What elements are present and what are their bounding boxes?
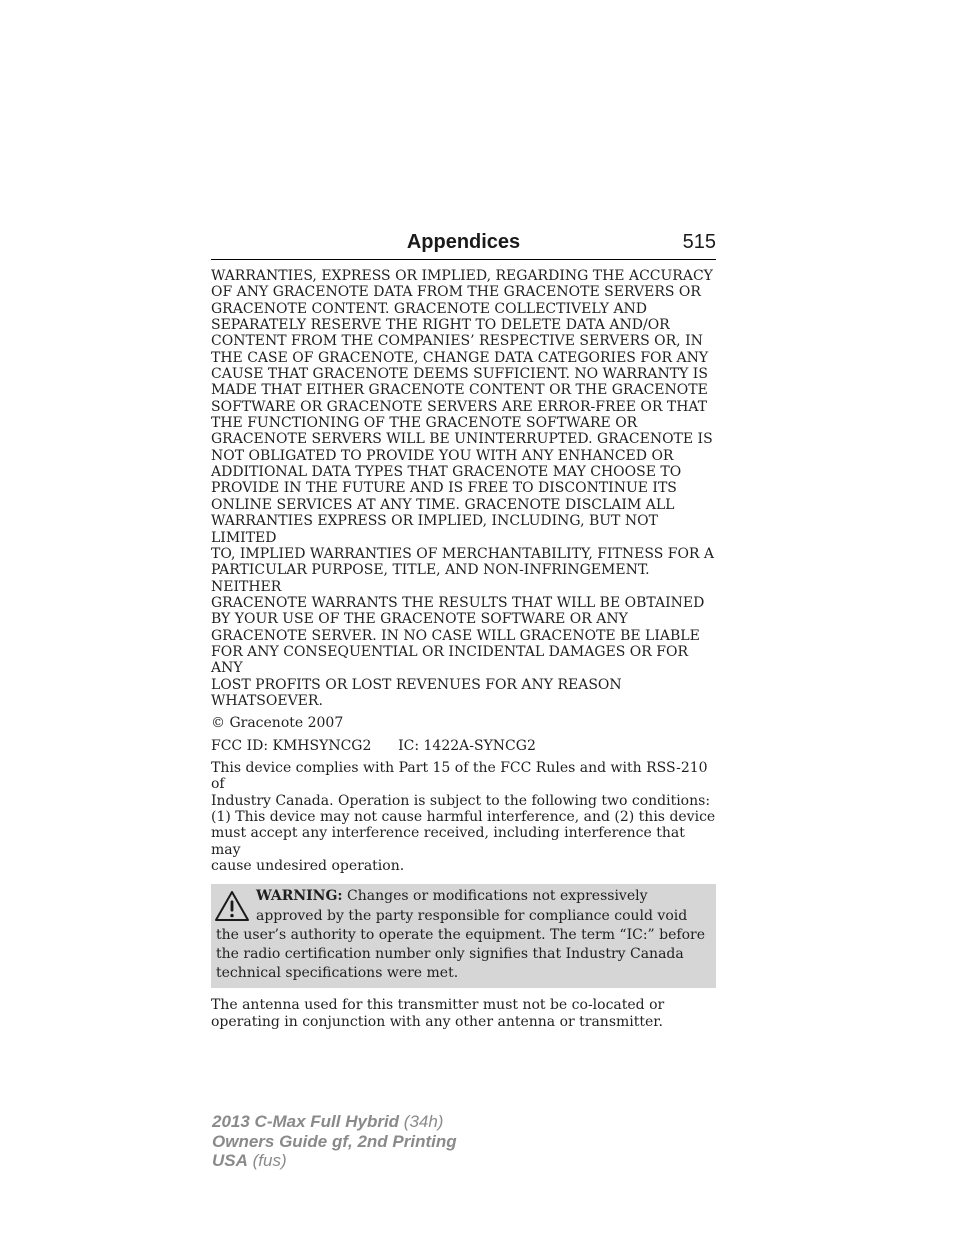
antenna-paragraph: The antenna used for this transmitter must not be co-located or operating in conjunction with any other antenna or transmitter. [211,997,665,1030]
footer-guide-line: Owners Guide gf, 2nd Printing [212,1131,457,1151]
warning-box [211,884,716,988]
page-body [211,268,716,1036]
page-footer [212,1112,457,1171]
page-number: 515 [682,231,716,253]
warning-triangle-icon [214,889,252,925]
footer-region-line: USA (fus) [212,1151,287,1170]
warning-label: WARNING: [256,888,343,905]
fcc-id-line: FCC ID: KMHSYNCG2 IC: 1422A-SYNCG2 [211,737,536,754]
fcc-compliance-paragraph: This device complies with Part 15 of the FCC Rules and with RSS-210 of Industry Canada. Operation is subject to the following two conditions: (1) This device may not cause harmful interference, and (2) this device must accept any interference received, including interference that may cause undesired operation. [211,759,716,875]
warning-text: Changes or modifications not expressively approved by the party responsible for compliance could void the user’s authority to operate the equipment. The term “IC:” before the radio certification number only signifies that Industry Canada technical specifications were met. [216,888,705,982]
section-title: Appendices [406,231,521,253]
warranty-disclaimer-paragraph: WARRANTIES, EXPRESS OR IMPLIED, REGARDING THE ACCURACY OF ANY GRACENOTE DATA FROM THE GRACENOTE SERVERS OR GRACENOTE CONTENT. GRACENOTE COLLECTIVELY AND SEPARATELY RESERVE THE RIGHT TO DELETE DATA AND/OR CONTENT FROM THE COMPANIES’ RESPECTIVE SERVERS OR, IN THE CASE OF GRACENOTE, CHANGE DATA CATEGORIES FOR ANY CAUSE THAT GRACENOTE DEEMS SUFFICIENT. NO WARRANTY IS MADE THAT EITHER GRACENOTE CONTENT OR THE GRACENOTE SOFTWARE OR GRACENOTE SERVERS ARE ERROR-FREE OR THAT THE FUNCTIONING OF THE GRACENOTE SOFTWARE OR GRACENOTE SERVERS WILL BE UNINTERRUPTED. GRACENOTE IS NOT OBLIGATED TO PROVIDE YOU WITH ANY ENHANCED OR ADDITIONAL DATA TYPES THAT GRACENOTE MAY CHOOSE TO PROVIDE IN THE FUTURE AND IS FREE TO DISCONTINUE ITS ONLINE SERVICES AT ANY TIME. GRACENOTE DISCLAIM ALL WARRANTIES EXPRESS OR IMPLIED, INCLUDING, BUT NOT LIMITED TO, IMPLIED WARRANTIES OF MERCHANTABILITY, FITNESS FOR A PARTICULAR PURPOSE, TITLE, AND NON-INFRINGEMENT. NEITHER GRACENOTE WARRANTS THE RESULTS THAT WILL BE OBTAINED BY YOUR USE OF THE GRACENOTE SOFTWARE OR ANY GRACENOTE SERVER. IN NO CASE WILL GRACENOTE BE LIABLE FOR ANY CONSEQUENTIAL OR INCIDENTAL DAMAGES OR FOR ANY LOST PROFITS OR LOST REVENUES FOR ANY REASON WHATSOEVER. [211,268,715,709]
footer-model-line: 2013 C-Max Full Hybrid (34h) [212,1112,444,1131]
copyright-line: © Gracenote 2007 [211,715,344,732]
page-header [211,229,716,260]
